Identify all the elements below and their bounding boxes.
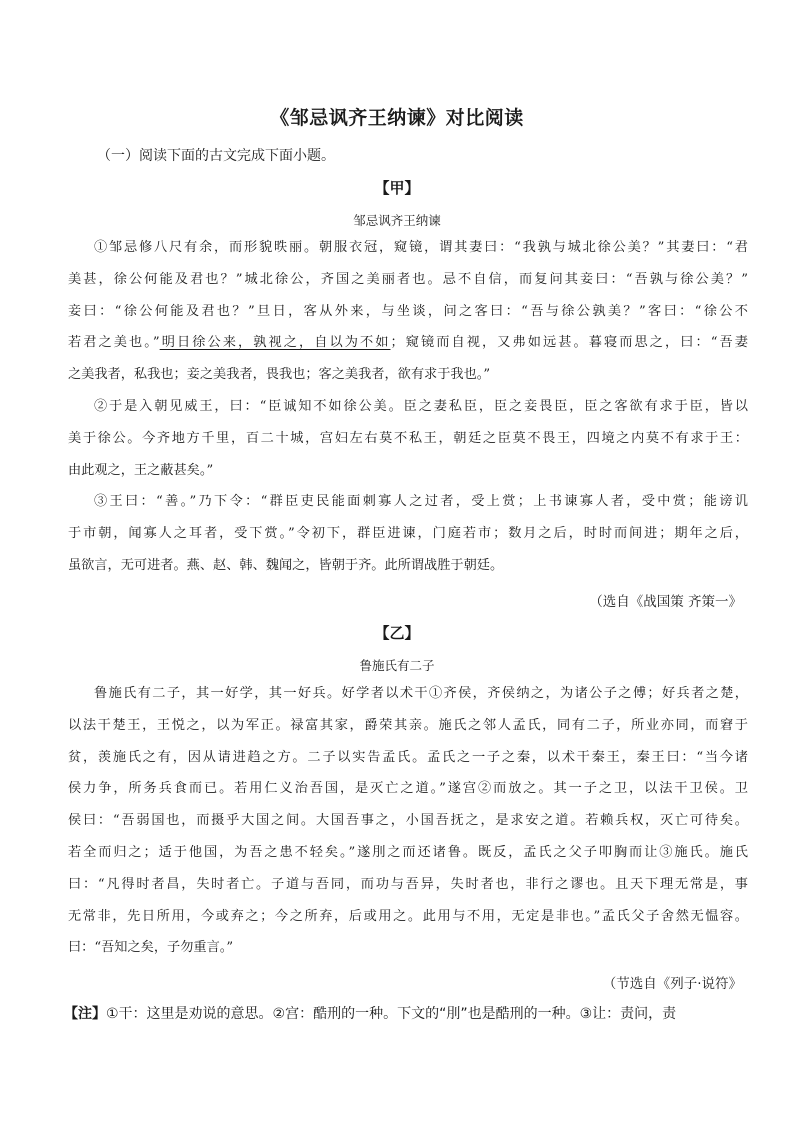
page-title: 《邹忌讽齐王纳谏》对比阅读 bbox=[270, 107, 524, 129]
instruction-text: （一）阅读下面的古文完成下面小题。 bbox=[97, 148, 335, 164]
text-segment: 若君之美也。” bbox=[68, 335, 160, 351]
section-yi-source: （节选自《列子·说符》 bbox=[602, 976, 742, 992]
text-line: 由此观之，王之蔽甚矣。” bbox=[68, 462, 214, 478]
text-line: ②于是入朝见威王，曰：“臣诚知不如徐公美。臣之妻私臣，臣之妾畏臣，臣之客欲有求于臣，皆以 bbox=[94, 398, 748, 414]
section-yi-body bbox=[68, 678, 748, 964]
footnote-label: 【注】 bbox=[64, 1006, 106, 1022]
text-line bbox=[68, 327, 748, 359]
text-segment: ；窥镜而自视，又弗如远甚。暮寝而思之，曰：“吾妻 bbox=[390, 335, 748, 351]
text-line: 之美我者，私我也；妾之美我者，畏我也；客之美我者，欲有求于我也。” bbox=[68, 367, 491, 383]
text-line: 若全而归之；适于他国，为吾之患不轻矣。”遂刖之而还诸鲁。既反，孟氏之父子叩胸而让③施氏。施氏 bbox=[68, 844, 748, 860]
text-line: 贫，羡施氏之有，因从请进趋之方。二子以实告孟氏。孟氏之一子之秦，以术干秦王，秦王曰：“当今诸 bbox=[68, 749, 748, 765]
section-jia-body bbox=[68, 232, 748, 582]
text-line: 以法干楚王，王悦之，以为军正。禄富其家，爵荣其亲。施氏之邻人孟氏，同有二子，所业亦同，而窘于 bbox=[68, 717, 748, 733]
text-line: 无常非，先日所用，今或弃之；今之所弃，后或用之。此用与不用，无定是非也。”孟氏父子舍然无愠容。 bbox=[68, 908, 748, 924]
text-line: 曰：“凡得时者昌，失时者亡。子道与吾同，而功与吾异，失时者也，非行之谬也。且天下理无常是，事 bbox=[68, 876, 748, 892]
section-yi-label: 【乙】 bbox=[374, 624, 420, 642]
text-line: 妾曰：“徐公何能及君也？”旦日，客从外来，与坐谈，问之客曰：“吾与徐公孰美？”客曰：“徐公不 bbox=[68, 303, 748, 319]
section-jia-source: （选自《战国策 齐策一》 bbox=[589, 594, 742, 610]
footnote-text: ①干：这里是劝说的意思。②宫：酷刑的一种。下文的“刖”也是酷刑的一种。③让：责问，责 bbox=[106, 1006, 677, 1022]
footnote bbox=[64, 1003, 754, 1023]
text-line: 美于徐公。今齐地方千里，百二十城，宫妇左右莫不私王，朝廷之臣莫不畏王，四境之内莫不有求于王： bbox=[68, 430, 748, 446]
text-line: 鲁施氏有二子，其一好学，其一好兵。好学者以术干①齐侯，齐侯纳之，为诸公子之傅；好兵者之楚， bbox=[94, 686, 748, 701]
section-jia-label: 【甲】 bbox=[374, 179, 420, 197]
section-jia-subtitle: 邹忌讽齐王纳谏 bbox=[353, 213, 441, 228]
text-line: 曰：“吾知之矣，子勿重言。” bbox=[68, 940, 234, 956]
text-line: 虽欲言，无可进者。燕、赵、韩、魏闻之，皆朝于齐。此所谓战胜于朝廷。 bbox=[68, 557, 504, 573]
text-line: ①邹忌修八尺有余，而形貌昳丽。朝服衣冠，窥镜，谓其妻曰：“我孰与城北徐公美？”其妻曰：“君 bbox=[94, 240, 748, 255]
section-yi-subtitle: 鲁施氏有二子 bbox=[359, 658, 435, 673]
text-line: 侯曰：“吾弱国也，而摄乎大国之间。大国吾事之，小国吾抚之，是求安之道。若赖兵权，灭亡可待矣。 bbox=[68, 813, 748, 829]
text-line: 侯力争，所务兵食而已。若用仁义治吾国，是灭亡之道。”遂宫②而放之。其一子之卫，以法干卫侯。卫 bbox=[68, 781, 748, 797]
underlined-sentence: 明日徐公来，孰视之，自以为不如 bbox=[159, 335, 391, 351]
text-line: 美甚，徐公何能及君也？”城北徐公，齐国之美丽者也。忌不自信，而复问其妾曰：“吾孰与徐公美？” bbox=[68, 271, 748, 287]
text-line: 于市朝，闻寡人之耳者，受下赏。”令初下，群臣进谏，门庭若市；数月之后，时时而间进；期年之后， bbox=[68, 526, 748, 542]
text-line: ③王曰：“善。”乃下令：“群臣吏民能面刺寡人之过者，受上赏；上书谏寡人者，受中赏；能谤讥 bbox=[94, 494, 748, 510]
